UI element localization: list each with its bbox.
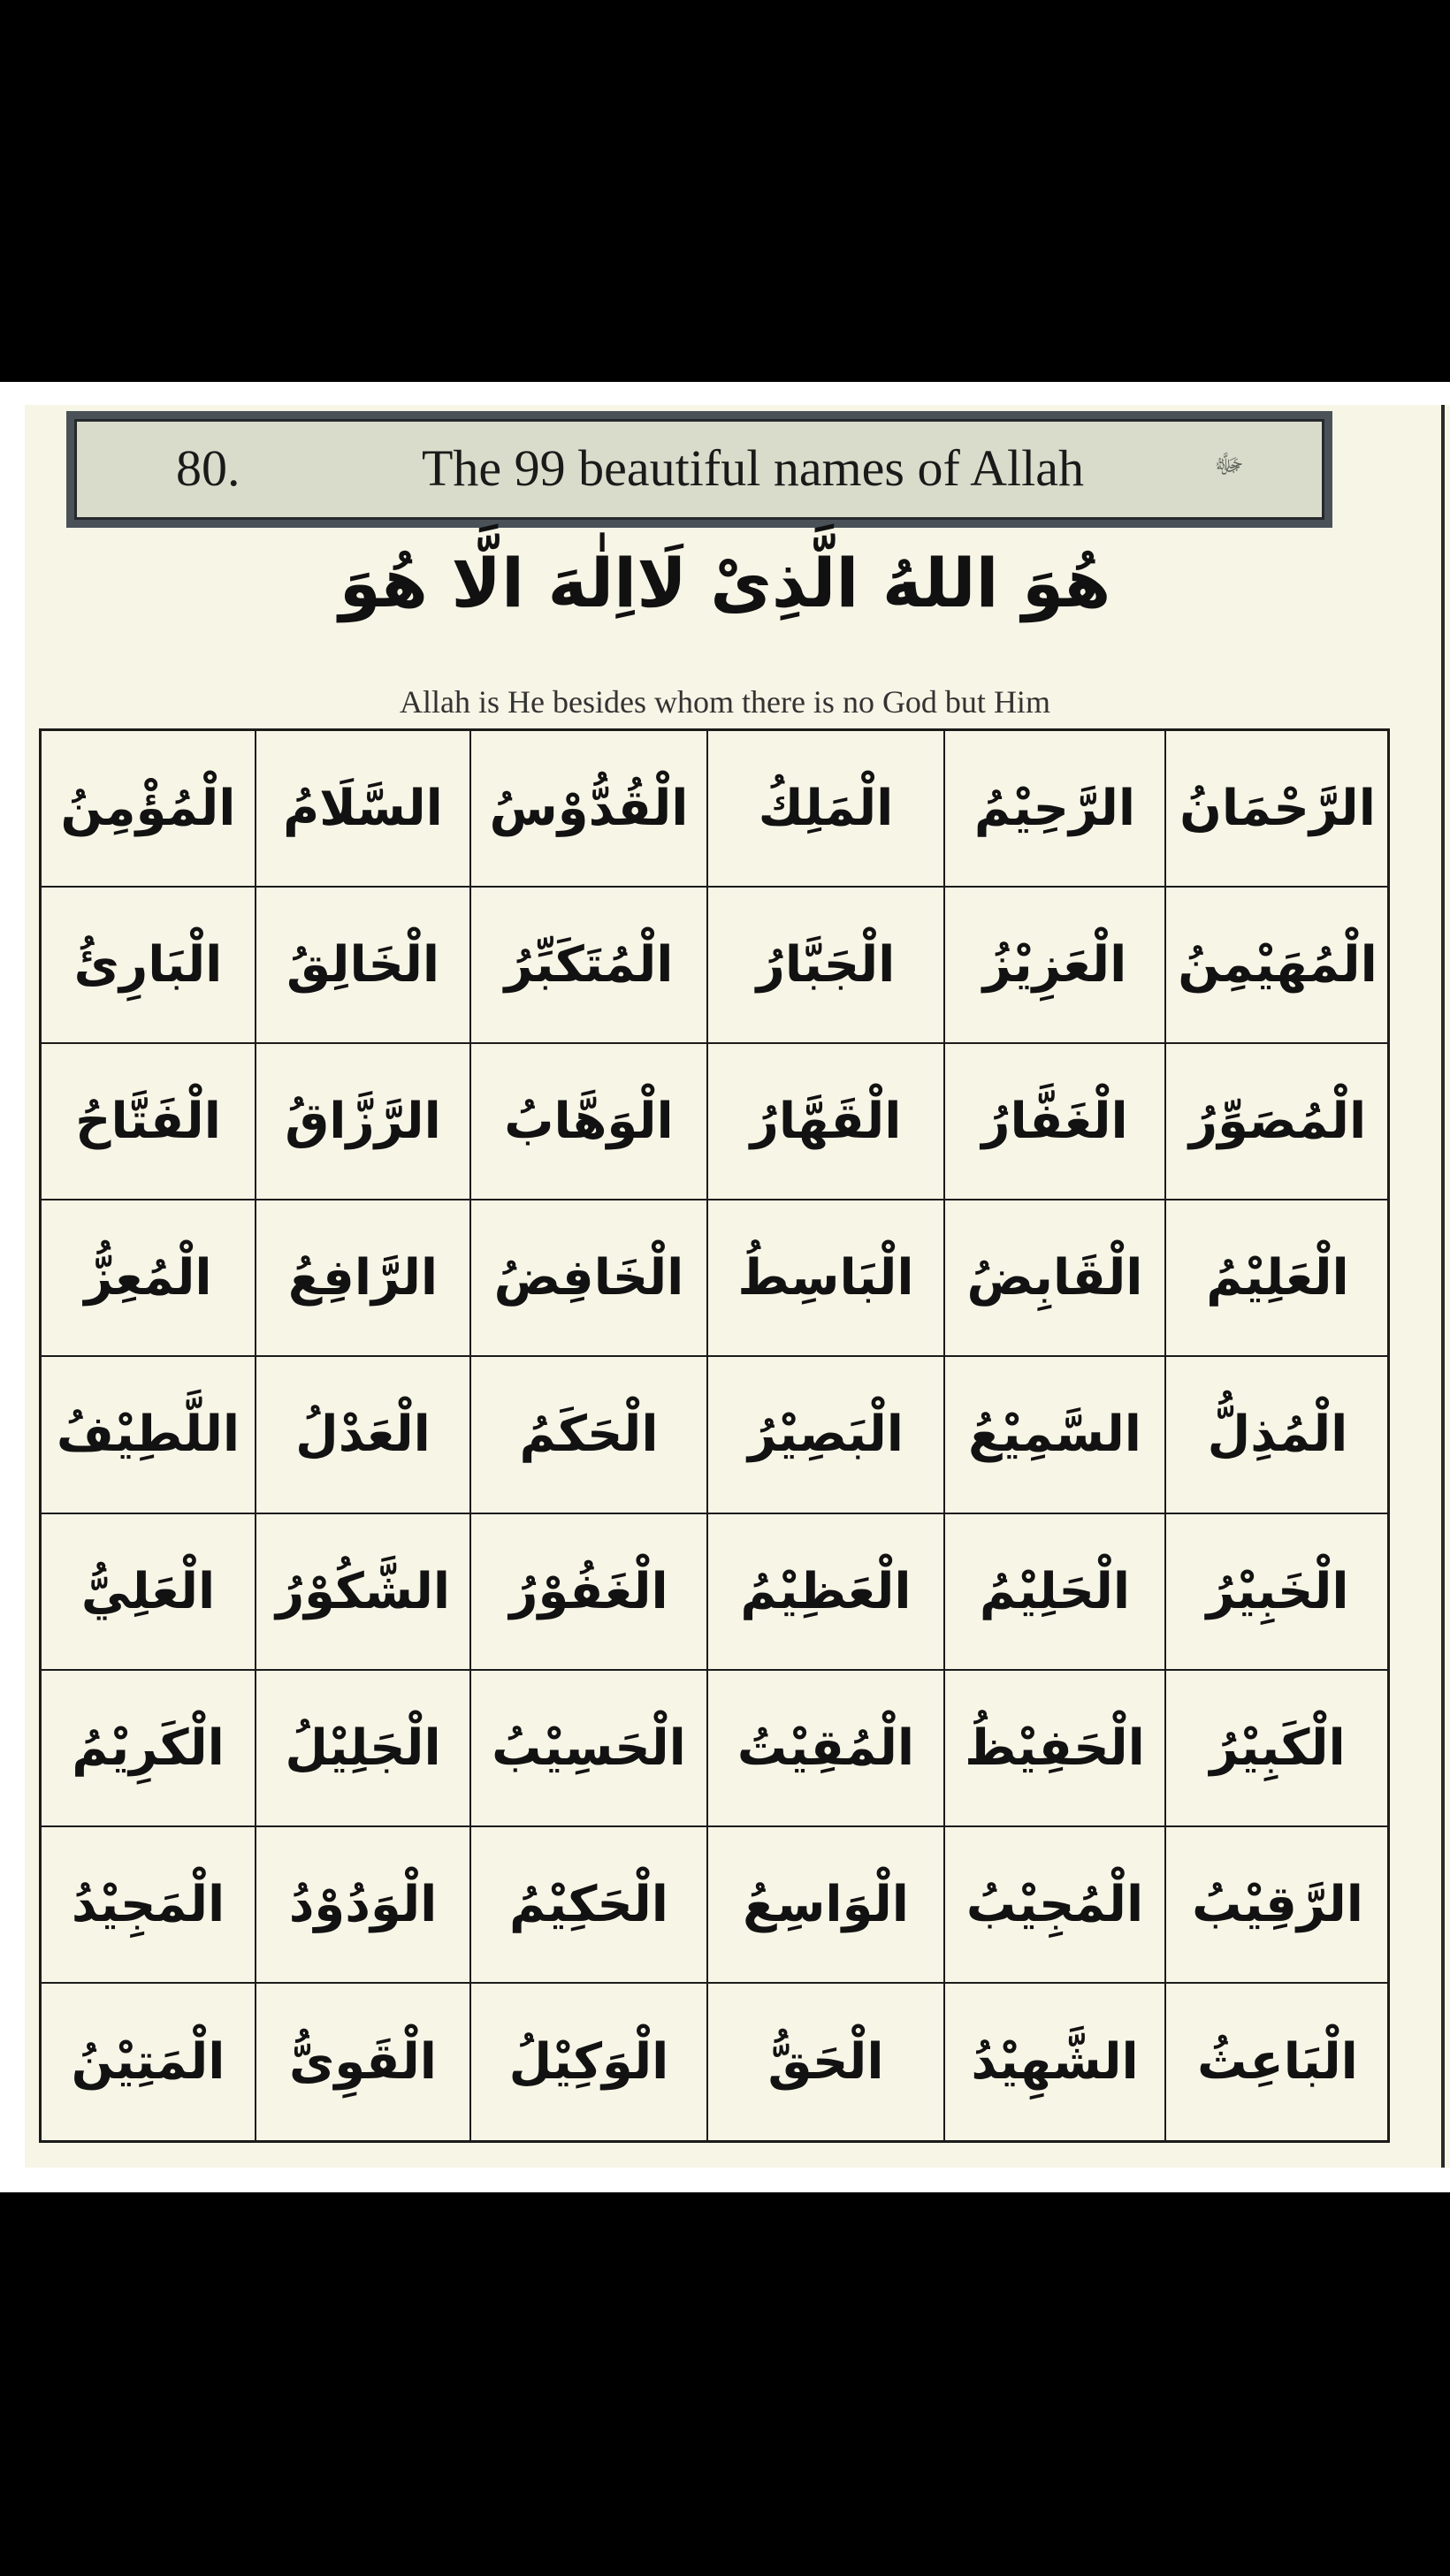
name-cell: الْبَصِيْرُ [708, 1357, 945, 1513]
name-cell: الرَّحِيْمُ [945, 731, 1166, 888]
name-cell: الرَّزَّاقُ [256, 1044, 471, 1200]
name-cell: الْعَلِيْمُ [1166, 1200, 1389, 1357]
page-header-panel [74, 419, 1324, 520]
name-cell: اللَّطِيْفُ [42, 1357, 256, 1513]
honorific-symbol: ﷻ [1214, 449, 1244, 480]
name-cell: الْقُدُّوْسُ [471, 731, 708, 888]
name-cell: الْعَلِيُّ [42, 1514, 256, 1671]
page-edge-line [1441, 405, 1445, 2168]
name-cell: الْمَلِكُ [708, 731, 945, 888]
name-cell: الْغَفُوْرُ [471, 1514, 708, 1671]
name-cell: الْحَسِيْبُ [471, 1671, 708, 1827]
name-cell: الْكَرِيْمُ [42, 1671, 256, 1827]
name-cell: الْحَكَمُ [471, 1357, 708, 1513]
page-title: The 99 beautiful names of Allah [422, 439, 1084, 497]
verse-translation: Allah is He besides whom there is no God but Him [400, 684, 1050, 720]
name-cell: الْعَظِيْمُ [708, 1514, 945, 1671]
name-cell: الْحَقُّ [708, 1984, 945, 2140]
name-cell: الْمَتِيْنُ [42, 1984, 256, 2140]
name-cell: الشَّكُوْرُ [256, 1514, 471, 1671]
name-cell: الْجَلِيْلُ [256, 1671, 471, 1827]
name-cell: الْوَدُوْدُ [256, 1827, 471, 1984]
name-cell: الْمُقِيْتُ [708, 1671, 945, 1827]
name-cell: الشَّهِيْدُ [945, 1984, 1166, 2140]
name-cell: الْقَابِضُ [945, 1200, 1166, 1357]
name-cell: الْفَتَّاحُ [42, 1044, 256, 1200]
name-cell: الْمَجِيْدُ [42, 1827, 256, 1984]
name-cell: الْعَزِيْزُ [945, 888, 1166, 1044]
name-cell: الْكَبِيْرُ [1166, 1671, 1389, 1827]
name-cell: الرَّقِيْبُ [1166, 1827, 1389, 1984]
name-cell: الْبَاعِثُ [1197, 2032, 1358, 2091]
name-cell: الْغَفَّارُ [945, 1044, 1166, 1200]
name-cell: الْمُعِزُّ [42, 1200, 256, 1357]
name-cell: الْحَلِيْمُ [945, 1514, 1166, 1671]
name-cell: الْعَدْلُ [256, 1357, 471, 1513]
names-table [39, 728, 1390, 2143]
name-cell: الْخَبِيْرُ [1166, 1514, 1389, 1671]
name-cell: الْخَالِقُ [256, 888, 471, 1044]
name-cell: الْبَارِئُ [42, 888, 256, 1044]
name-cell: الْمُجِيْبُ [945, 1827, 1166, 1984]
name-cell: الْوَهَّابُ [471, 1044, 708, 1200]
name-cell: السَّلَامُ [256, 731, 471, 888]
name-cell: السَّمِيْعُ [945, 1357, 1166, 1513]
name-cell: الْمُهَيْمِنُ [1166, 888, 1389, 1044]
name-cell: الْمُذِلُّ [1166, 1357, 1389, 1513]
name-cell: الْمُتَكَبِّرُ [471, 888, 708, 1044]
name-cell: الْمُصَوِّرُ [1166, 1044, 1389, 1200]
page-number: 80. [176, 439, 240, 497]
name-cell: الْحَكِيْمُ [471, 1827, 708, 1984]
name-cell: الْوَكِيْلُ [471, 1984, 708, 2140]
name-cell: الْوَاسِعُ [708, 1827, 945, 1984]
name-cell: الْجَبَّارُ [708, 888, 945, 1044]
page-header [66, 411, 1332, 528]
name-cell: الْحَفِيْظُ [945, 1671, 1166, 1827]
name-cell: الْبَاسِطُ [708, 1200, 945, 1357]
name-cell: الْقَوِىُّ [256, 1984, 471, 2140]
name-cell: الْمُؤْمِنُ [42, 731, 256, 888]
name-cell: الْقَهَّارُ [708, 1044, 945, 1200]
name-cell: الْخَافِضُ [471, 1200, 708, 1357]
name-cell: الرَّافِعُ [256, 1200, 471, 1357]
arabic-verse: هُوَ اللهُ الَّذِىْ لَااِلٰهَ الَّا هُوَ [339, 544, 1111, 622]
name-cell: الرَّحْمَانُ [1166, 731, 1389, 888]
